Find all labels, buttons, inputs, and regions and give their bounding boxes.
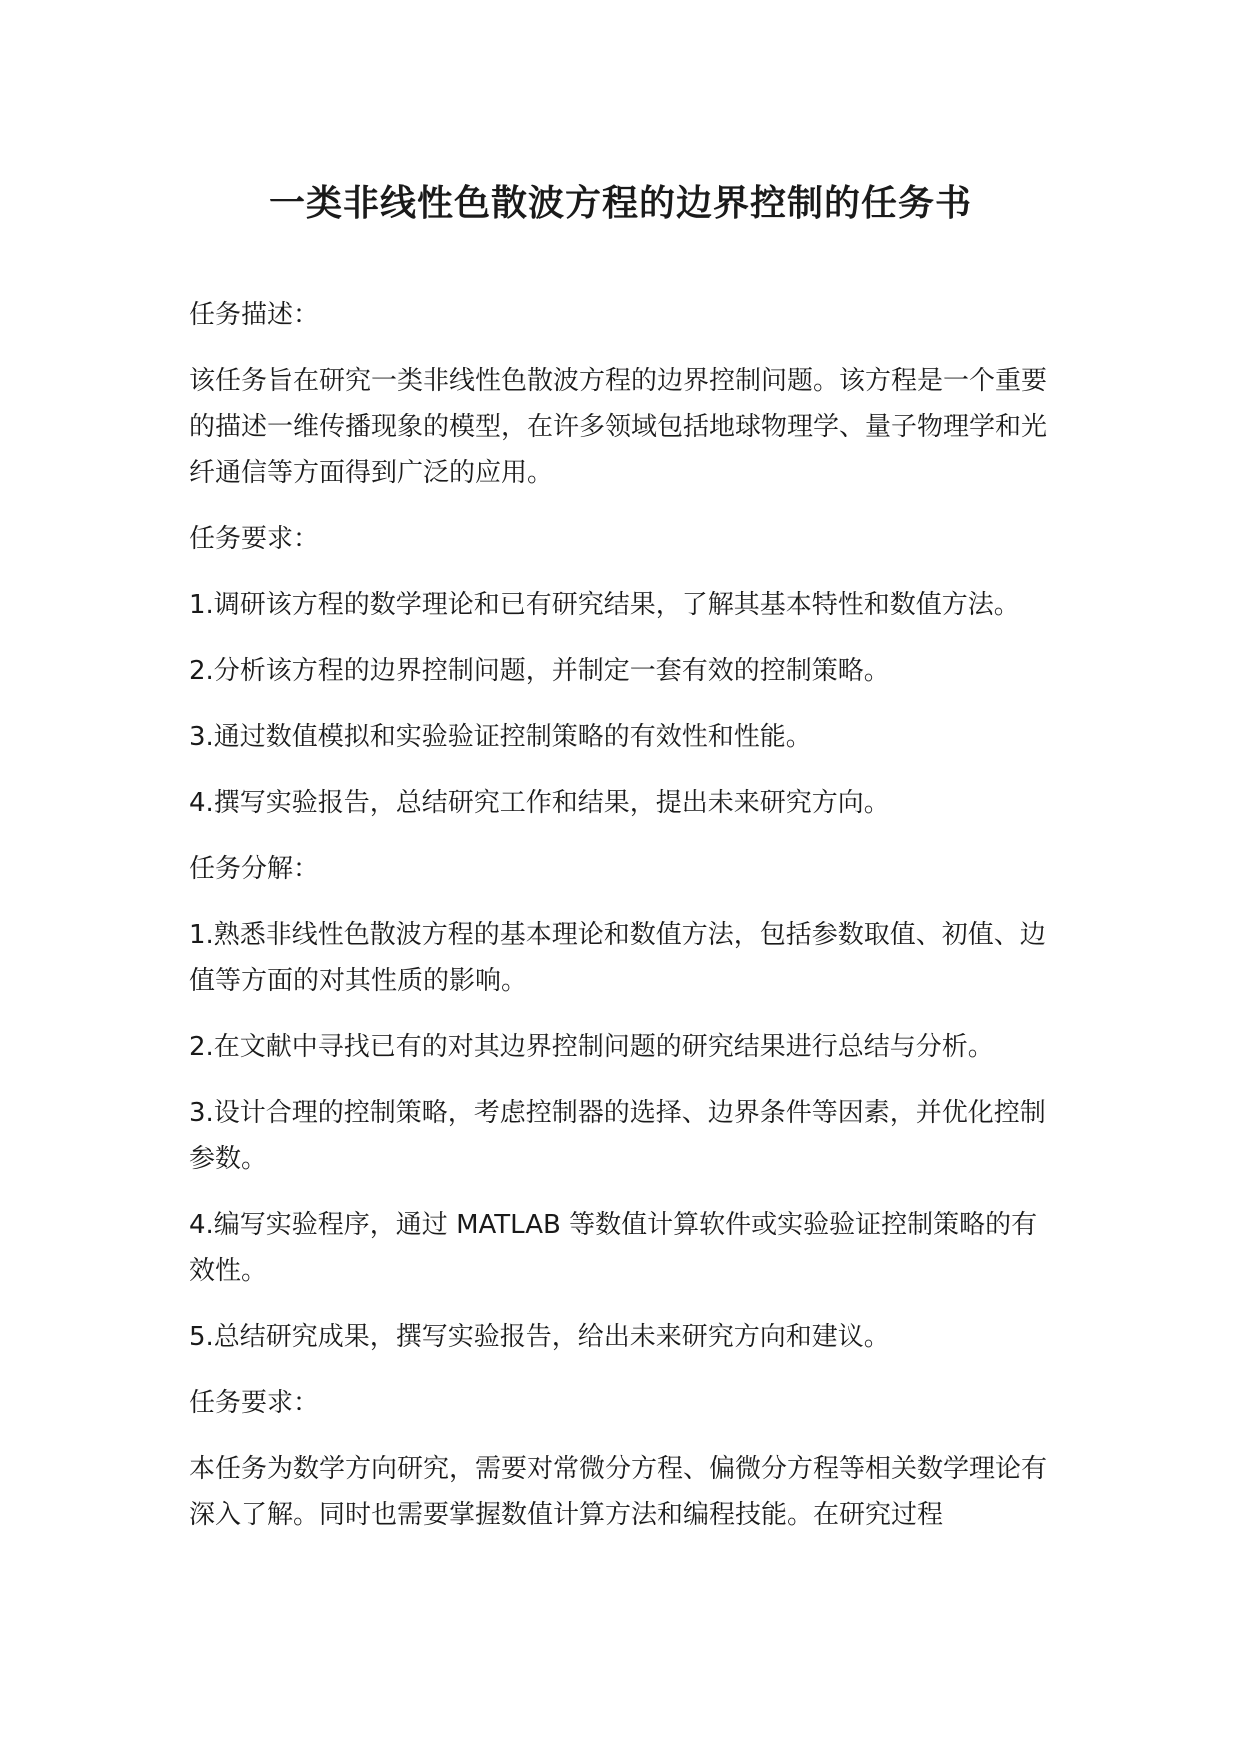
section-heading-task-requirements-2: 任务要求： xyxy=(189,1388,320,1418)
document-title: 一类非线性色散波方程的边界控制的任务书 xyxy=(268,183,972,224)
decomposition-item: 1.熟悉非线性色散波方程的基本理论和数值方法，包括参数取值、初值、边值等方面的对其性质的影响。 xyxy=(189,920,1046,996)
requirement-item: 4.撰写实验报告，总结研究工作和结果，提出未来研究方向。 xyxy=(189,788,890,818)
section-heading-task-decomposition: 任务分解： xyxy=(189,854,320,884)
decomposition-item: 2.在文献中寻找已有的对其边界控制问题的研究结果进行总结与分析。 xyxy=(189,1032,994,1062)
decomposition-item: 3.设计合理的控制策略，考虑控制器的选择、边界条件等因素，并优化控制参数。 xyxy=(189,1098,1046,1174)
section-heading-task-description: 任务描述： xyxy=(189,300,320,330)
document-body xyxy=(189,292,1059,1558)
requirement-item: 1.调研该方程的数学理论和已有研究结果，了解其基本特性和数值方法。 xyxy=(189,590,1020,620)
decomposition-item: 4.编写实验程序，通过 MATLAB 等数值计算软件或实验验证控制策略的有效性。 xyxy=(189,1210,1038,1286)
task-description-paragraph: 该任务旨在研究一类非线性色散波方程的边界控制问题。该方程是一个重要的描述一维传播现象的模型，在许多领域包括地球物理学、量子物理学和光纤通信等方面得到广泛的应用。 xyxy=(189,366,1048,488)
requirement-item: 3.通过数值模拟和实验验证控制策略的有效性和性能。 xyxy=(189,722,812,752)
section-heading-task-requirements: 任务要求： xyxy=(189,524,320,554)
requirements-paragraph: 本任务为数学方向研究，需要对常微分方程、偏微分方程等相关数学理论有深入了解。同时也需要掌握数值计算方法和编程技能。在研究过程 xyxy=(189,1454,1048,1530)
decomposition-item: 5.总结研究成果，撰写实验报告，给出未来研究方向和建议。 xyxy=(189,1322,890,1352)
requirement-item: 2.分析该方程的边界控制问题，并制定一套有效的控制策略。 xyxy=(189,656,890,686)
